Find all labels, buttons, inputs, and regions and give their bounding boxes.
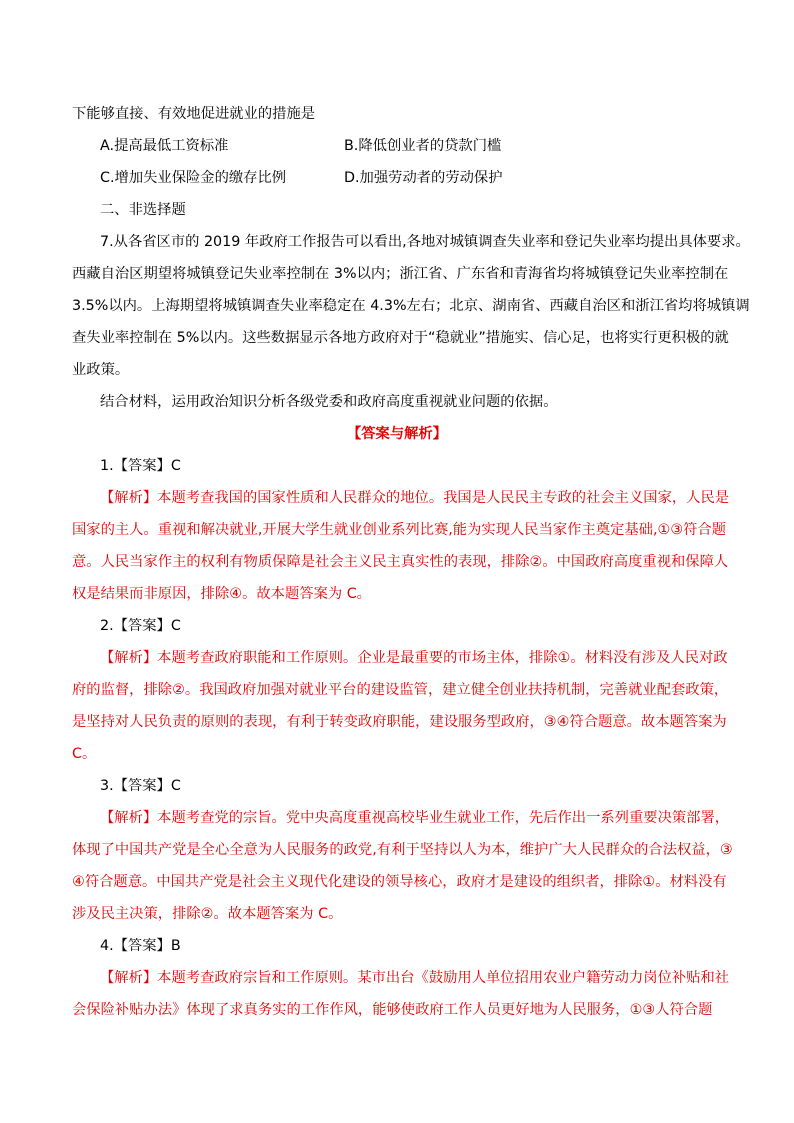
option-d: D.加强劳动者的劳动保护 bbox=[344, 170, 503, 186]
explanation-3-line: ④符合题意。中国共产党是社会主义现代化建设的领导核心，政府才是建设的组织者，排除①。材料没有 bbox=[72, 874, 727, 890]
question-7-line: 7.从各省区市的 2019 年政府工作报告可以看出,各地对城镇调查失业率和登记失业率均提出具体要求。 bbox=[100, 234, 750, 250]
explanation-1-line: 【解析】本题考查我国的国家性质和人民群众的地位。我国是人民民主专政的社会主义国家，人民是 bbox=[100, 490, 730, 506]
answer-2: 2.【答案】C bbox=[100, 618, 181, 634]
explanation-2-line: 府的监督，排除②。我国政府加强对就业平台的建设监管，建立健全创业扶持机制，完善就业配套政策， bbox=[72, 682, 729, 698]
option-a: A.提高最低工资标准 bbox=[100, 138, 229, 154]
answer-3: 3.【答案】C bbox=[100, 778, 181, 794]
explanation-3-line: 【解析】本题考查党的宗旨。党中央高度重视高校毕业生就业工作，先后作出一系列重要决策部署， bbox=[100, 810, 730, 826]
section-title: 二、非选择题 bbox=[100, 202, 186, 218]
question-6-stem-tail: 下能够直接、有效地促进就业的措施是 bbox=[72, 106, 316, 122]
explanation-1-line: 权是结果而非原因，排除④。故本题答案为 C。 bbox=[72, 586, 371, 602]
answer-4: 4.【答案】B bbox=[100, 938, 181, 954]
question-7-line: 业政策。 bbox=[72, 362, 130, 378]
explanation-2-line: 【解析】本题考查政府职能和工作原则。企业是最重要的市场主体，排除①。材料没有涉及人民对政 bbox=[100, 650, 728, 666]
explanation-4-line: 【解析】本题考查政府宗旨和工作原则。某市出台《鼓励用人单位招用农业户籍劳动力岗位补贴和社 bbox=[100, 970, 730, 986]
answer-1: 1.【答案】C bbox=[100, 458, 181, 474]
explanation-2-line: C。 bbox=[72, 746, 97, 762]
explanation-1-line: 国家的主人。重视和解决就业,开展大学生就业创业系列比赛,能为实现人民当家作主奠定基础,①③符合题 bbox=[72, 522, 727, 538]
question-7-line: 西藏自治区期望将城镇登记失业率控制在 3%以内；浙江省、广东省和青海省均将城镇登记失业率控制在 bbox=[72, 266, 729, 282]
question-7-line: 查失业率控制在 5%以内。这些数据显示各地方政府对于“稳就业”措施实、信心足，也将实行更积极的就 bbox=[72, 330, 729, 346]
explanation-3-line: 涉及民主决策，排除②。故本题答案为 C。 bbox=[72, 906, 343, 922]
explanation-2-line: 是坚持对人民负责的原则的表现，有利于转变政府职能，建设服务型政府，③④符合题意。故本题答案为 bbox=[72, 714, 727, 730]
answers-heading: 【答案与解析】 bbox=[346, 426, 448, 442]
explanation-4-line: 会保险补贴办法》体现了求真务实的工作作风，能够使政府工作人员更好地为人民服务，①③人符合题 bbox=[72, 1002, 713, 1018]
explanation-3-line: 体现了中国共产党是全心全意为人民服务的政党,有利于坚持以人为本，维护广大人民群众的合法权益，③ bbox=[72, 842, 733, 858]
option-b: B.降低创业者的贷款门槛 bbox=[344, 138, 502, 154]
option-c: C.增加失业保险金的缴存比例 bbox=[100, 170, 287, 186]
explanation-1-line: 意。人民当家作主的权利有物质保障是社会主义民主真实性的表现，排除②。中国政府高度重视和保障人 bbox=[72, 554, 729, 570]
question-7-task: 结合材料，运用政治知识分析各级党委和政府高度重视就业问题的依据。 bbox=[100, 394, 558, 410]
question-7-line: 3.5%以内。上海期望将城镇调查失业率稳定在 4.3%左右；北京、湖南省、西藏自治区和浙江省均将城镇调 bbox=[72, 298, 750, 314]
